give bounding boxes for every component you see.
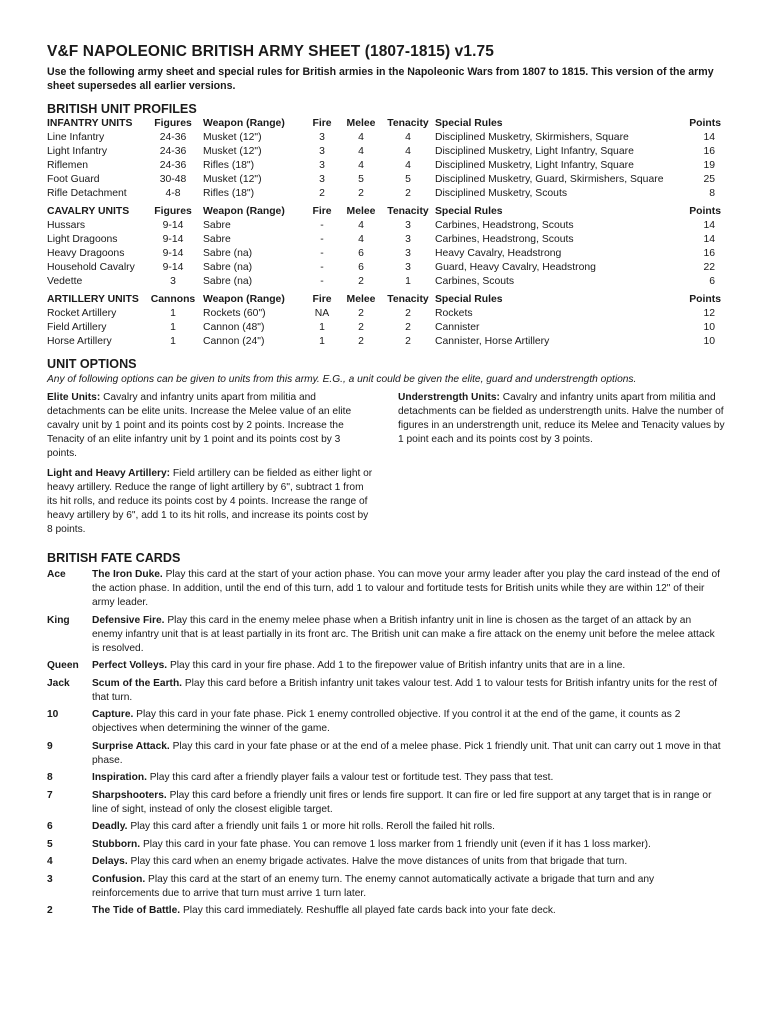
fate-card-name: Delays.	[92, 856, 128, 867]
options-right-column	[398, 391, 728, 453]
column-header: Figures	[154, 118, 192, 129]
fate-card-row	[47, 820, 723, 834]
table-cell: Rifles (18")	[203, 160, 255, 171]
fate-card-row	[47, 614, 723, 656]
table-cell: Household Cavalry	[47, 262, 135, 273]
fate-card-description: Play this card after a friendly player fails a valour test or fortitude test. They pass that test.	[149, 772, 554, 783]
fate-card-name: Stubborn.	[92, 838, 141, 850]
table-cell: Disciplined Musketry, Skirmishers, Square	[435, 132, 629, 143]
column-header: Cannons	[150, 294, 196, 305]
fate-card-text	[92, 855, 723, 869]
page-title: V&F NAPOLEONIC BRITISH ARMY SHEET (1807-1815) v1.75	[47, 43, 494, 60]
table-cell: 4	[405, 132, 411, 143]
table-row	[47, 233, 723, 247]
fate-card-row	[47, 708, 723, 736]
table-cell: 1	[170, 322, 176, 333]
table-row	[47, 307, 723, 321]
fate-card-row	[47, 855, 723, 869]
fate-card-text	[92, 789, 723, 817]
column-header: Melee	[346, 206, 376, 217]
table-cell: 4	[405, 146, 411, 157]
table-cell: 5	[358, 174, 364, 185]
table-cell: 1	[319, 336, 325, 347]
table-cell: Musket (12")	[203, 132, 262, 143]
table-cell: 9-14	[162, 220, 184, 231]
fate-card-rank: Ace	[47, 569, 66, 580]
table-cell: Sabre	[203, 220, 231, 231]
table-cell: Rocket Artillery	[47, 308, 117, 319]
fate-card-rank: 10	[47, 709, 59, 720]
table-cell: 8	[709, 188, 715, 199]
table-cell: Disciplined Musketry, Scouts	[435, 188, 568, 199]
table-cell: -	[320, 276, 324, 287]
table-cell: 4	[358, 132, 364, 143]
option-label: Light and Heavy Artillery:	[47, 468, 171, 479]
fate-card-description: Play this card before a friendly unit fires or lends fire support. It can fire or led fire support at any target that is in range or line of sight, instead of only the closest eligible target.	[92, 789, 712, 815]
table-cell: 19	[703, 160, 715, 171]
table-header-row	[47, 117, 723, 131]
fate-card-description: Play this card in the enemy melee phase when a British infantry unit in line is chosen as the target of an attack by an enemy infantry unit that is at least partially in its front arc. The British unit can make a fire attack on the enemy unit before the melee attack is resolved.	[92, 614, 715, 654]
fate-card-row	[47, 740, 723, 768]
table-cell: -	[320, 234, 324, 245]
fate-card-rank: 9	[47, 740, 53, 752]
table-cell: Rockets	[435, 308, 473, 319]
fate-card-name: Surprise Attack.	[92, 740, 170, 752]
table-cell: 1	[170, 336, 176, 347]
table-cell: 4	[358, 234, 364, 245]
fate-cards-list	[47, 568, 723, 922]
table-cell: 14	[703, 220, 715, 231]
table-cell: 2	[405, 188, 411, 199]
table-header-row	[47, 293, 723, 307]
table-cell: 2	[405, 336, 411, 347]
fate-card-description: Play this card when an enemy brigade activates. Halve the move distances of units from that brigade that turn.	[130, 856, 628, 867]
fate-card-rank: 4	[47, 856, 53, 867]
table-cell: 24-36	[159, 160, 187, 171]
fate-card-rank: 8	[47, 772, 53, 783]
table-cell: 3	[405, 234, 411, 245]
fate-card-description: Play this card at the start of an enemy turn. The enemy cannot automatically activate a brigade that turn and any reinforcements due to arrive that turn must arrive 1 turn later.	[92, 873, 655, 899]
elite-units-option	[47, 391, 373, 461]
table-cell: -	[320, 248, 324, 259]
table-cell: Foot Guard	[47, 174, 100, 185]
table-cell: -	[320, 262, 324, 273]
fate-card-text	[92, 873, 723, 901]
table-cell: Cannon (48")	[203, 322, 265, 333]
fate-card-name: The Tide of Battle.	[92, 905, 181, 916]
fate-card-rank: 7	[47, 789, 53, 801]
fate-card-name: Sharpshooters.	[92, 789, 167, 801]
column-header: INFANTRY UNITS	[47, 118, 133, 129]
table-cell: 9-14	[162, 248, 184, 259]
column-header: Fire	[312, 118, 332, 129]
fate-card-rank: 3	[47, 873, 53, 885]
table-row	[47, 131, 723, 145]
fate-card-rank: King	[47, 614, 70, 626]
options-left-column	[47, 391, 373, 543]
table-cell: 2	[358, 308, 364, 319]
column-header: Points	[689, 118, 721, 129]
table-row	[47, 275, 723, 289]
fate-card-name: Defensive Fire.	[92, 614, 165, 626]
fate-card-description: Play this card at the start of your action phase. You can move your army leader after you play the card instead of the end of the action phase. In addition, until the end of this turn, add 1 to valour and fortitude tests for British units while they are within 12" of their army leader.	[92, 569, 721, 608]
unit-profiles-heading: BRITISH UNIT PROFILES	[47, 102, 197, 116]
fate-card-rank: 6	[47, 821, 53, 832]
column-header: Tenacity	[387, 294, 429, 305]
table-cell: NA	[314, 308, 330, 319]
fate-card-description: Play this card after a friendly unit fails 1 or more hit rolls. Reroll the failed hit rolls.	[130, 821, 495, 832]
option-label: Understrength Units:	[398, 392, 500, 403]
table-row	[47, 219, 723, 233]
column-header: ARTILLERY UNITS	[47, 294, 139, 305]
table-cell: 1	[319, 322, 325, 333]
table-row	[47, 187, 723, 201]
table-cell: 2	[405, 322, 411, 333]
column-header: Melee	[346, 294, 376, 305]
table-cell: 3	[319, 146, 325, 157]
table-row	[47, 321, 723, 335]
table-cell: Carbines, Headstrong, Scouts	[435, 234, 574, 245]
table-cell: Disciplined Musketry, Light Infantry, Square	[435, 146, 634, 157]
column-header: Points	[689, 294, 721, 305]
army-sheet	[47, 42, 725, 916]
option-text: Cavalry and infantry units apart from militia and detachments can be elite units. Increase the Melee value of an elite cavalry unit by 1 point and its points cost by 2 points. Increase the Tenacity of an elite infantry unit by 1 point and its points cost by 3 points.	[47, 392, 352, 459]
fate-card-text	[92, 568, 723, 610]
table-cell: 6	[358, 262, 364, 273]
table-cell: Field Artillery	[47, 322, 107, 333]
fate-card-description: Play this card in your fate phase or at the end of a melee phase. Pick 1 friendly unit. That unit can carry out 1 move in that phase.	[92, 740, 721, 766]
fate-card-text	[92, 820, 723, 834]
option-text: Cavalry and infantry units apart from militia and detachments can be fielded as understrength units. Halve the number of figures in an understrength unit, reduce its Melee and Tenacity values by 1 point each and its points cost by 3 points.	[398, 392, 725, 445]
table-cell: 3	[405, 248, 411, 259]
fate-card-description: Play this card in your fire phase. Add 1 to the firepower value of British infantry units that are in a line.	[169, 660, 626, 671]
table-cell: 4-8	[165, 188, 181, 199]
fate-card-description: Play this card in your fate phase. You can remove 1 loss marker from 1 friendly unit (even if it has 1 loss marker).	[142, 838, 651, 850]
fate-card-rank: Queen	[47, 660, 79, 671]
table-cell: 3	[319, 174, 325, 185]
fate-card-name: Deadly.	[92, 821, 128, 832]
table-row	[47, 145, 723, 159]
table-cell: 2	[358, 276, 364, 287]
table-cell: Sabre	[203, 234, 231, 245]
fate-card-row	[47, 873, 723, 901]
table-cell: Cannister, Horse Artillery	[435, 336, 550, 347]
table-cell: Guard, Heavy Cavalry, Headstrong	[435, 262, 596, 273]
table-cell: 2	[358, 322, 364, 333]
fate-card-description: Play this card in your fate phase. Pick 1 enemy controlled objective. If you control it at the end of the game, it counts as 2 objectives when determining the winner of the game.	[92, 709, 681, 734]
fate-card-row	[47, 677, 723, 705]
column-header: Special Rules	[435, 206, 503, 217]
table-cell: 4	[358, 160, 364, 171]
table-cell: 2	[319, 188, 325, 199]
table-cell: Rifle Detachment	[47, 188, 127, 199]
table-cell: Light Infantry	[47, 146, 108, 157]
table-row	[47, 261, 723, 275]
table-cell: 3	[405, 262, 411, 273]
table-row	[47, 335, 723, 349]
fate-card-row	[47, 904, 723, 918]
fate-card-row	[47, 771, 723, 785]
column-header: Weapon (Range)	[203, 294, 285, 305]
table-cell: 5	[405, 174, 411, 185]
table-cell: Rockets (60")	[203, 308, 266, 319]
table-cell: Hussars	[47, 220, 86, 231]
table-cell: Horse Artillery	[47, 336, 112, 347]
artillery-option	[47, 467, 373, 537]
option-label: Elite Units:	[47, 392, 101, 403]
table-cell: Vedette	[47, 276, 83, 287]
table-cell: 12	[703, 308, 715, 319]
table-cell: 24-36	[159, 132, 187, 143]
table-cell: Rifles (18")	[203, 188, 255, 199]
table-cell: Heavy Cavalry, Headstrong	[435, 248, 562, 259]
fate-card-text	[92, 659, 723, 673]
table-cell: Sabre (na)	[203, 276, 253, 287]
column-header: Points	[689, 206, 721, 217]
table-row	[47, 173, 723, 187]
unit-options-intro: Any of following options can be given to units from this army. E.G., a unit could be given the elite, guard and understrength options.	[47, 374, 637, 385]
table-cell: 4	[358, 220, 364, 231]
intro-text: Use the following army sheet and special rules for British armies in the Napoleonic Wars from 1807 to 1815. This version of the army sheet supersedes all earlier versions.	[47, 66, 714, 92]
table-cell: 14	[703, 132, 715, 143]
table-cell: 14	[703, 234, 715, 245]
fate-card-name: Scum of the Earth.	[92, 677, 183, 689]
table-row	[47, 159, 723, 173]
table-cell: 24-36	[159, 146, 187, 157]
table-cell: Carbines, Headstrong, Scouts	[435, 220, 574, 231]
table-cell: 1	[170, 308, 176, 319]
column-header: Special Rules	[435, 118, 503, 129]
fate-card-text	[92, 614, 723, 656]
table-cell: 2	[405, 308, 411, 319]
fate-card-name: Perfect Volleys.	[92, 660, 168, 671]
unit-profiles-table	[47, 117, 723, 349]
table-cell: Sabre (na)	[203, 248, 253, 259]
table-cell: 3	[319, 160, 325, 171]
table-cell: Line Infantry	[47, 132, 105, 143]
table-cell: Musket (12")	[203, 174, 262, 185]
fate-card-rank: 2	[47, 905, 53, 916]
fate-card-text	[92, 771, 723, 785]
table-cell: 9-14	[162, 234, 184, 245]
fate-card-name: Inspiration.	[92, 772, 147, 783]
table-cell: 10	[703, 336, 715, 347]
table-cell: Heavy Dragoons	[47, 248, 125, 259]
column-header: Weapon (Range)	[203, 206, 285, 217]
unit-options-heading: UNIT OPTIONS	[47, 357, 137, 371]
table-cell: 6	[709, 276, 715, 287]
table-cell: 9-14	[162, 262, 184, 273]
table-cell: Light Dragoons	[47, 234, 118, 245]
column-header: Weapon (Range)	[203, 118, 285, 129]
fate-card-name: The Iron Duke.	[92, 569, 163, 580]
fate-card-text	[92, 904, 723, 918]
table-cell: 16	[703, 248, 715, 259]
table-cell: Carbines, Scouts	[435, 276, 515, 287]
column-header: Fire	[312, 206, 332, 217]
table-cell: 3	[405, 220, 411, 231]
table-cell: Disciplined Musketry, Guard, Skirmishers, Square	[435, 174, 664, 185]
fate-card-text	[92, 708, 723, 736]
column-header: Special Rules	[435, 294, 503, 305]
column-header: CAVALRY UNITS	[47, 206, 130, 217]
option-text: Field artillery can be fielded as either light or heavy artillery. Reduce the range of light artillery by 6", subtract 1 from its hit rolls, and reduce its points cost by 4 points. Increase the range of heavy artillery by 6", add 1 to its hit rolls, and increase its points cost by 8 points.	[47, 468, 373, 535]
column-header: Fire	[312, 294, 332, 305]
table-cell: 22	[703, 262, 715, 273]
understrength-units-option	[398, 391, 728, 447]
fate-card-row	[47, 659, 723, 673]
table-cell: 2	[358, 188, 364, 199]
fate-card-text	[92, 677, 723, 705]
fate-card-name: Capture.	[92, 709, 134, 720]
fate-card-row	[47, 568, 723, 610]
column-header: Melee	[346, 118, 376, 129]
column-header: Tenacity	[387, 118, 429, 129]
table-cell: -	[320, 220, 324, 231]
fate-cards-heading: BRITISH FATE CARDS	[47, 551, 181, 565]
table-cell: 10	[703, 322, 715, 333]
fate-card-text	[92, 838, 723, 852]
table-cell: 2	[358, 336, 364, 347]
table-cell: 6	[358, 248, 364, 259]
column-header: Tenacity	[387, 206, 429, 217]
fate-card-description: Play this card immediately. Reshuffle all played fate cards back into your fate deck.	[182, 905, 556, 916]
table-cell: Musket (12")	[203, 146, 262, 157]
column-header: Figures	[154, 206, 192, 217]
table-cell: Sabre (na)	[203, 262, 253, 273]
table-cell: Riflemen	[47, 160, 88, 171]
table-cell: 30-48	[159, 174, 187, 185]
table-header-row	[47, 205, 723, 219]
table-cell: 16	[703, 146, 715, 157]
fate-card-rank: Jack	[47, 677, 70, 689]
table-cell: 4	[358, 146, 364, 157]
table-cell: Cannon (24")	[203, 336, 265, 347]
table-cell: 3	[319, 132, 325, 143]
table-row	[47, 247, 723, 261]
fate-card-row	[47, 838, 723, 852]
fate-card-description: Play this card before a British infantry unit takes valour test. Add 1 to valour tests for British infantry units for the rest of that turn.	[92, 677, 718, 703]
fate-card-text	[92, 740, 723, 768]
fate-card-name: Confusion.	[92, 873, 146, 885]
fate-card-rank: 5	[47, 838, 53, 850]
table-cell: 1	[405, 276, 411, 287]
table-cell: 25	[703, 174, 715, 185]
table-cell: 3	[170, 276, 176, 287]
fate-card-row	[47, 789, 723, 817]
table-cell: Cannister	[435, 322, 480, 333]
table-cell: 4	[405, 160, 411, 171]
table-cell: Disciplined Musketry, Light Infantry, Square	[435, 160, 634, 171]
